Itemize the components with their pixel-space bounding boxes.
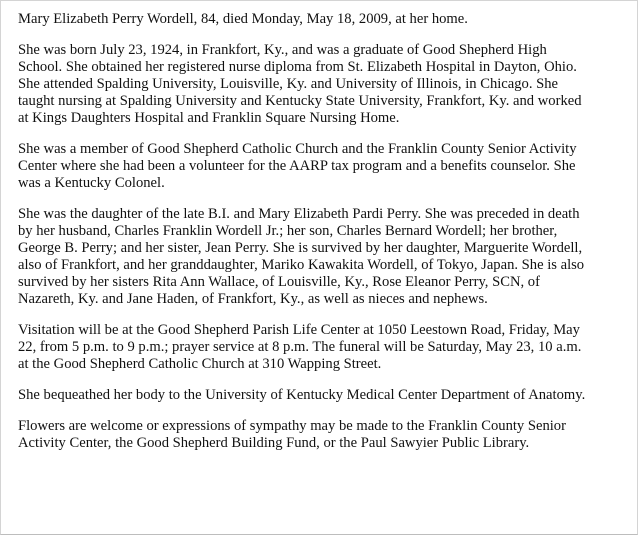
text-line: 22, from 5 p.m. to 9 p.m.; prayer service at 8 p.m. The funeral will be Saturday, May 23, 10 a.m. [18, 339, 582, 355]
text-line: She was born July 23, 1924, in Frankfort, Ky., and was a graduate of Good Shepherd High [18, 42, 547, 58]
text-line: taught nursing at Spalding University and Kentucky State University, Frankfort, Ky. and worked [18, 93, 582, 109]
text-line: by her husband, Charles Franklin Wordell Jr.; her son, Charles Bernard Wordell; her brother, [18, 223, 558, 239]
paragraph-family [18, 206, 630, 308]
text-line: Flowers are welcome or expressions of sympathy may be made to the Franklin County Senior [18, 418, 566, 434]
paragraph-biography [18, 42, 630, 127]
text-line: George B. Perry; and her sister, Jean Perry. She is survived by her daughter, Marguerite Wordell, [18, 240, 583, 256]
text-line: Mary Elizabeth Perry Wordell, 84, died Monday, May 18, 2009, at her home. [18, 11, 468, 27]
paragraph-memorials [18, 418, 630, 452]
text-line: She attended Spalding University, Louisville, Ky. and University of Illinois, in Chicago. She [18, 76, 559, 92]
text-line: Activity Center, the Good Shepherd Building Fund, or the Paul Sawyier Public Library. [18, 435, 530, 451]
paragraph-memberships [18, 141, 630, 192]
paragraph-bequest [18, 387, 630, 404]
text-line: Center where she had been a volunteer for the AARP tax program and a benefits counselor. She [18, 158, 576, 174]
text-line: Visitation will be at the Good Shepherd Parish Life Center at 1050 Leestown Road, Friday, May [18, 322, 580, 338]
text-line: survived by her sisters Rita Ann Wallace, of Louisville, Ky., Rose Eleanor Perry, SCN, of [18, 274, 540, 290]
text-line: was a Kentucky Colonel. [18, 175, 165, 191]
text-line: She was a member of Good Shepherd Catholic Church and the Franklin County Senior Activity [18, 141, 577, 157]
paragraph-death-notice [18, 11, 630, 28]
obituary-text [18, 11, 630, 466]
text-line: Nazareth, Ky. and Jane Haden, of Frankfort, Ky., as well as nieces and nephews. [18, 291, 488, 307]
text-line: at the Good Shepherd Catholic Church at 310 Wapping Street. [18, 356, 382, 372]
text-line: She was the daughter of the late B.I. and Mary Elizabeth Pardi Perry. She was preceded in death [18, 206, 580, 222]
text-line: School. She obtained her registered nurse diploma from St. Elizabeth Hospital in Dayton, Ohio. [18, 59, 577, 75]
paragraph-services [18, 322, 630, 373]
text-line: also of Frankfort, and her granddaughter, Mariko Kawakita Wordell, of Tokyo, Japan. She is also [18, 257, 585, 273]
text-line: at Kings Daughters Hospital and Franklin Square Nursing Home. [18, 110, 400, 126]
text-line: She bequeathed her body to the University of Kentucky Medical Center Department of Anatomy. [18, 387, 586, 403]
